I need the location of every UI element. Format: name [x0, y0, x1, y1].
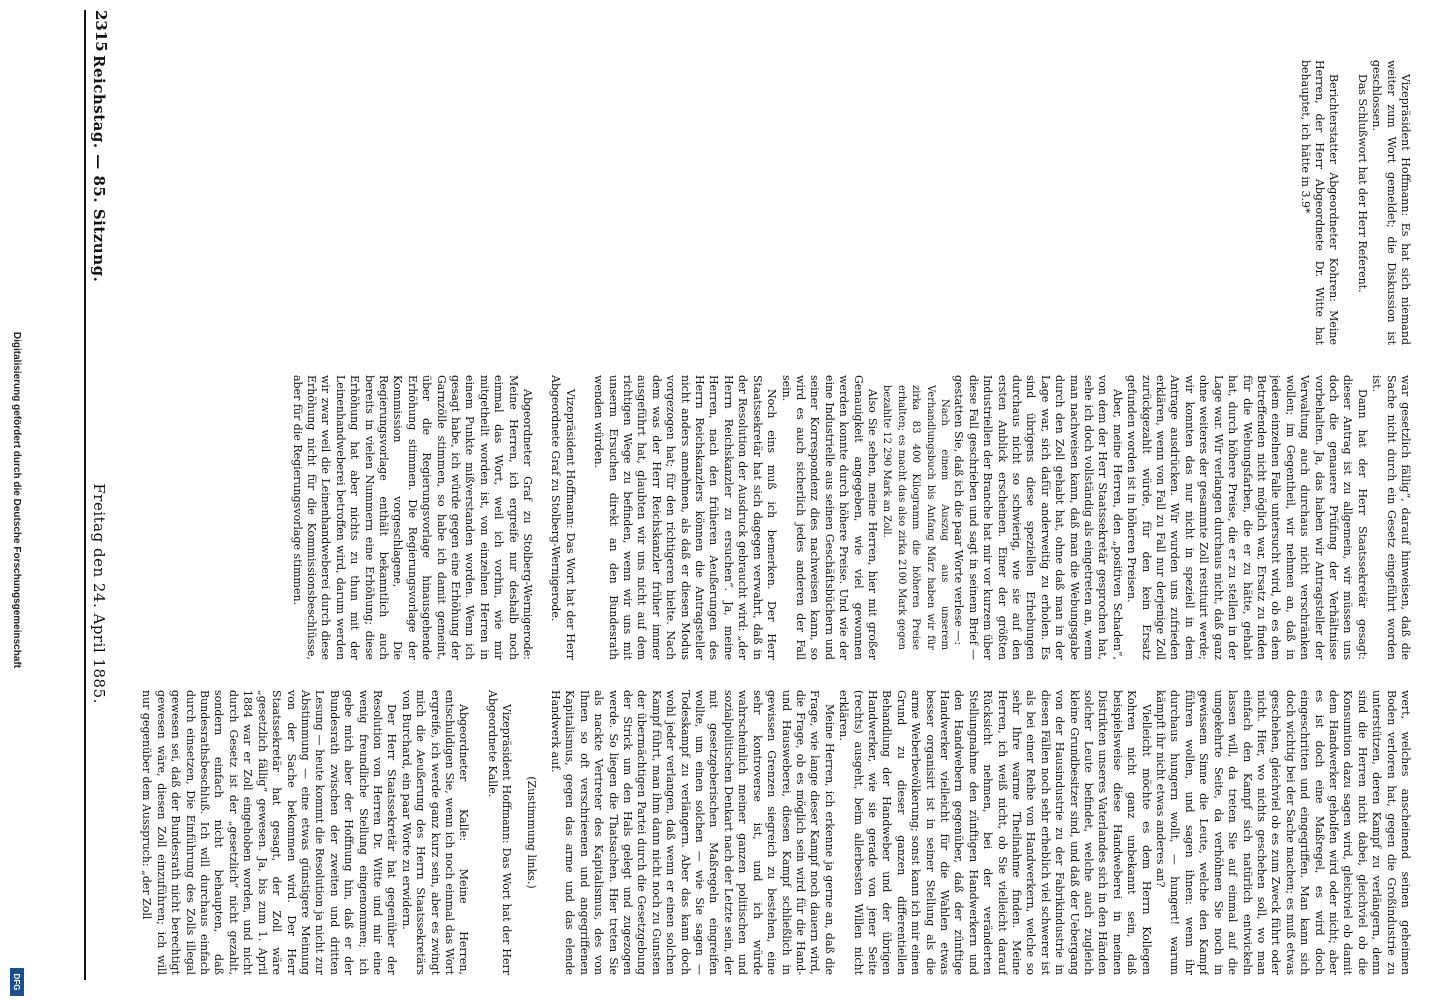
header-left: Reichstag. — 85. Sitzung. — [90, 55, 108, 283]
col2-paragraph: Aber, meine Herren, den „positiven Schaden“, von dem der Herr Staatssekretär gesprochen hat, sehe ich doch vollständig als eingetreten an, wenn man nachweisen kann, daß man die Webungsgabe durch den Zoll gehabt hat, ohne daß man in der Lage war, sich dafür anderweitig zu erholen. Es sind übrigens diese speziellen Erhebungen durchaus nicht so schwierig, wie sie auf den ersten Anblick erscheinen. Einer der größten Industriellen der Branche hat mir vor kurzem über diese Fall geschrieben und sagt in seinem Brief — gestatten Sie, daß ich die paar Worte verlese —: — [952, 375, 1124, 660]
col1-paragraph: Meine Herren, ich erkenne ja gerne an, daß die Frage, wie lange dieser Kampf noch dauern wird, die Frage, ob es möglich sein wird für die Hand- und Hausweberei, diesen Kampf schließlich in gewissen Grenzen siegreich zu bestehen, eine sehr kontroverse ist, und ich würde wahrscheinlich meiner ganzen politischen und sozialpolitischen Denkart nach der Letzte sein, der mit gesetzgeberischen Maßregeln eingreifen wollte, um einen solchen — wie Sie sagen — Todeskampf zu verlängern. Aber das kann doch wohl jeder verlangen, daß wenn er einen solchen Kampf führt, man ihm dann nicht noch zu Gunsten der übermächtigen Partei durch die Gesetzgebung der Strick um den Hals gelegt und zugezogen werde. So liegen die Thatsachen. Hier treten Sie als nackte Vertreter des Kapitalismus, des von Ihnen so oft verschrieenen und angegriffenen Kapitalismus, gegen das arme und das elende Handwerk auf. — [549, 690, 836, 975]
running-head — [86, 55, 112, 945]
quoted-letter: Nach einem Auszug aus unserem Verhandlungsbuch bis Anfang März haben wir für zirka 83 400 Kilogramm die höheren Preise erhalten; es macht das also zirka 2100 Mark gegen bezahlte 12 290 Mark an Zoll. — [881, 385, 950, 650]
spacer — [470, 690, 484, 975]
col2-paragraph: Noch eins muß ich bemerken. Der Herr Staatssekretär hat sich dagegen verwahrt, daß in der Resolution der Ausdruck gebraucht wird: „der Herrn Reichskanzler zu ersuchen“. Ja, meine Herren, nach den früheren Aeußerungen des Herrn Reichskanzlers können die Antragsteller nicht anders annehmen, als daß er diesen Modus vorgezogen hat; für den richtigeren hielte. Nach dem was der Herr Reichskanzler früher immer ausgeführt hat, glaubten wir uns nicht auf dem richtigen Wege zu befinden, wenn wir uns mit unserm Ersuchen direkt an den Bundesrath wenden würden. — [592, 375, 779, 660]
speaker-paragraph: Vizepräsident Hoffmann: Das Wort hat der Herr Abgeordnete Graf zu Stolberg-Wernigerode. — [549, 375, 577, 660]
digitization-credit: Digitalisierung gefördert durch die Deutsche Forschungsgemeinschaft — [11, 331, 22, 669]
dfg-logo: DFG — [10, 968, 24, 996]
col1-paragraph: wert, welches anscheinend seinen geheimen Boden verloren hat, gegen die Großindustrie zu unterstützen, deren Kampf zu verlängern, denn sind die Herren nicht dabei, gleichviel ob die Konsumtion dazu sagen wird, gleichviel ob damit dem Handwerker geholfen wird oder nicht; aber es ist doch eine Maßregel, es wird doch eingeschritten und eingegriffen. Man kann sich doch wichtig bei der Sache machen; es muß etwas geschehen, gleichviel ob es zum Zweck führt oder nicht. Hier, wo nichts geschehen soll, wo man einfach den Kampf sich natürlich entwickeln lassen will, da treten Sie auf einmal auf die umgekehrte Seite, da verhöhnen Sie noch in gewissem Sinne die Leute, welche den Kampf führen wollen, und sagen ihnen: wenn ihr durchaus hungern wollt, — hungert! warum kämpft ihr nicht etwas anderes an? — [1154, 690, 1412, 975]
speaker-paragraph: Abgeordneter Graf zu Stolberg-Wernigerode: Meine Herren, ich ergreife nur deshalb noch einmal das Wort, weil ich vorhin, wie mir mitgetheilt worden ist, von einzelnen Herren in einem Punkte mißverstanden worden. Wenn ich gesagt habe, ich würde gegen eine Erhöhung der Garnzölle stimmen, so habe ich damit gemeint, über die Regierungsvorlage hinausgehende Erhöhung stimmen. Die Regierungsvorlage der Kommission vorgeschlagene, Die Regierungsvorlage enthält bekanntlich auch bereits in vielen Nummern eine Erhöhung; diese Erhöhung hat aber nichts zu thun mit der Leinenhandweberei betroffen wird, darum werden wir zwar weil die Leinenhandweberei durch diese Erhöhung nicht für die Kommissionsbeschlüsse, aber für die Regierungsvorlage stimmen. — [290, 375, 535, 660]
column-2 — [117, 375, 1412, 660]
speaker-paragraph: Berichterstatter Abgeordneter Kohren: Meine Herren, der Herr Abgeordnete Dr. Witte hat behauptet, ich hätte in 3.9* — [1298, 60, 1341, 345]
header-date: Freitag den 24. April 1885. — [90, 483, 108, 704]
col1-paragraph: Vielleicht möchte es dem Herrn Kollegen Kohren nicht ganz unbekannt sein, daß beispielsweise diese Handweberei in meinen Distrikten unseres Vaterlandes sich in den Händen solcher Leute befindet, welche auch zugleich kleine Grundbesitzer sind, und daß der Uebergang von der Hausindustrie zu der Fabrikindustrie in diesen Fällen noch sehr erheblich viel schwerer ist als bei einer Reihe von Handwerkern, welche so sehr Ihre warme Theilnahme finden. Meine Herren, ich weiß nicht, ob Sie vielleicht darauf Rücksicht nehmen, bei der veränderten Stellungnahme den zünftigen Handwerkern und den Handwebern gegenüber, daß der zünftige Handwerker vielleicht für die Wahlen etwas besser organisirt ist in seiner Stellung als die arme Weberbevölkerung; sonst kann ich mir einen Grund zu dieser ganzen differentiellen Behandlung der Handweber und der übrigen Handwerker, wie sie gerade von jener Seite (rechts) ausgeht, beim allerbesten Willen nicht erklären. — [837, 690, 1153, 975]
speaker-paragraph: Abgeordneter Kalle: Meine Herren, entschuldigen Sie, wenn ich noch einmal das Wort ergreife, ich werde ganz kurz sein, aber es zwingt mich die Aeußerung des Herrn Staatssekretärs von Burchard, ein paar Worte zu erwidern. — [399, 690, 471, 975]
col1-paragraph: Der Herr Staatssekretär hat gegenüber der Resolution von Herren Dr. Witte und mir eine wenig freundliche Stellung eingenommen; ich gebe mich aber der Hoffnung hin, daß er der Bundesrath zwischen der zweiten und dritten Lesung — heute kommt die Resolution ja nicht zur Abstimmung — eine etwas günstigere Meinung von der Sache bekommen wird. Der Herr Staatssekretär hat gesagt, der Zoll wäre „gesetzlich fällig“ gewesen. Ja, bis zum 1. April 1884 war er Zoll eingehoben worden, und nicht durch Gesetz ist der „gesetzlich“ nicht gezahlt, sondern einfach nicht behaupten, daß Bundesrathsbeschluß. Ich will durchaus einfach durch einsetzen, Die Einführung des Zolls illegal gewesen sei, daß der Bundesrath nicht berechtigt gewesen wäre, diesen Zoll einzuführen; ich will nur gegenüber dem Ausspruch: „der Zoll — [140, 690, 399, 975]
spacer — [1340, 60, 1354, 345]
speaker-paragraph: Vizepräsident Hoffmann: Es hat sich niemand weiter zum Wort gemeldet; die Diskussion ist geschlossen. — [1370, 60, 1412, 345]
spacer — [534, 375, 548, 660]
column-3 — [117, 60, 1412, 345]
col2-paragraph: war gesetzlich fällig“, darauf hinweisen, daß die Sache nicht durch ein Gesetz eingeführt worden ist. — [1370, 375, 1412, 660]
col2-paragraph: Also Sie sehen, meine Herren, hier mit großer Genauigkeit angegeben, wie viel gewonnen werden konnte durch höhere Preise. Und wie der eine Industrielle aus seinen Geschäftsbüchern und seiner Korrespondenz dies nachweisen kann, so wird es auch sicherlich jedes anderen der Fall sein. — [779, 375, 879, 660]
column-1 — [117, 690, 1412, 975]
col3-paragraph: Das Schlußwort hat der Herr Referent. — [1355, 74, 1369, 293]
applause-note: (Zustimmung links.) — [524, 776, 538, 889]
header-rule — [84, 10, 86, 980]
spacer — [577, 375, 591, 660]
page-number: 2315 — [92, 10, 110, 52]
speaker-paragraph: Vizepräsident Hoffmann: Das Wort hat der Herr Abgeordnete Kalle. — [485, 690, 514, 975]
col2-paragraph: Dann hat der Herr Staatssekretär gesagt: dieser Antrag ist zu allgemein, wir müssen uns doch die genauere Prüfung der Verhältnisse vorbehalten. Ja, das haben wir Antragsteller der Verwaltung auch durchaus nicht verschränken wollen; im Gegentheil, wir nehmen an, daß in jedem einzelnen Falle untersucht wird, ob es dem Betreffenden nicht möglich war, Ersatz zu finden für die Webungsfarben, die er zu hätte, gehabt hat, durch höhere Preise, die er zu stellen in der Lage war. Wir verlangen durchaus nicht, daß ganz ohne weiteres der gesammte Zoll restituirt werde; wir konnten das nur nicht in speziell in dem Antrage ausdrücken. Wir wurden uns zufrieden erklären, wenn von Fall zu Fall nur derjenige Zoll zurückgezahlt würde, für den kein Ersatz gefunden worden ist in höheren Preisen. — [1125, 375, 1369, 660]
